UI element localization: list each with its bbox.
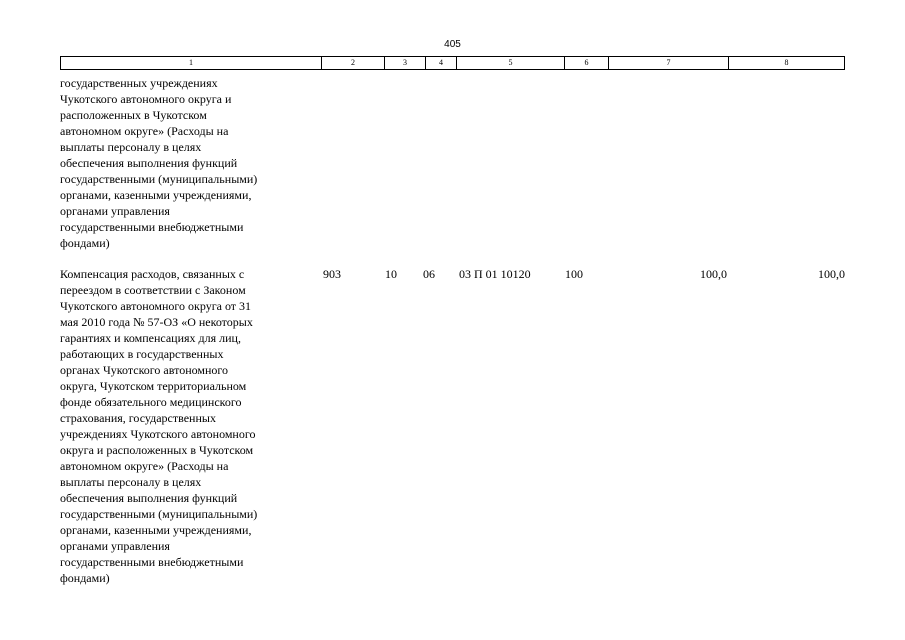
target-article-code: 03 П 01 10120 [459, 267, 531, 281]
subsection-code: 06 [423, 267, 435, 281]
header-col-3: 3 [384, 57, 425, 69]
header-col-6: 6 [564, 57, 608, 69]
row-description: Компенсация расходов, связанных с переездом в соответствии с Законом Чукотского автономного округа от 31 мая 2010 года № 57-ОЗ «О некоторых гарантиях и компенсациях для лиц, работающих в государственных органах Чукотского автономного округа, Чукотском территориальном фонде обязательного медицинского страхования, государственных учреждениях Чукотского автономного округа и расположенных в Чукотском автономном округе» (Расходы на выплаты персоналу в целях обеспечения выполнения функций государственными (муниципальными) органами, казенными учреждениями, органами управления государственными внебюджетными фондами) [60, 267, 258, 585]
header-col-1: 1 [189, 58, 193, 67]
table-header [60, 56, 845, 70]
amount-col-7: 100,0 [700, 267, 727, 281]
expense-type-code: 100 [565, 267, 583, 281]
header-col-4: 4 [425, 57, 456, 69]
page-number: 405 [444, 39, 461, 50]
header-col-5: 5 [456, 57, 564, 69]
header-col-7: 7 [608, 57, 728, 69]
section-code: 10 [385, 267, 397, 281]
amount-col-8: 100,0 [818, 267, 845, 281]
header-col-2: 2 [321, 57, 384, 69]
row-description: государственных учреждениях Чукотского автономного округа и расположенных в Чукотском автономном округе» (Расходы на выплаты персоналу в целях обеспечения выполнения функций государственными (муниципальными) органами, казенными учреждениями, органами управления государственными внебюджетными фондами) [60, 76, 258, 250]
header-col-8: 8 [728, 57, 844, 69]
ministry-code: 903 [323, 267, 341, 281]
